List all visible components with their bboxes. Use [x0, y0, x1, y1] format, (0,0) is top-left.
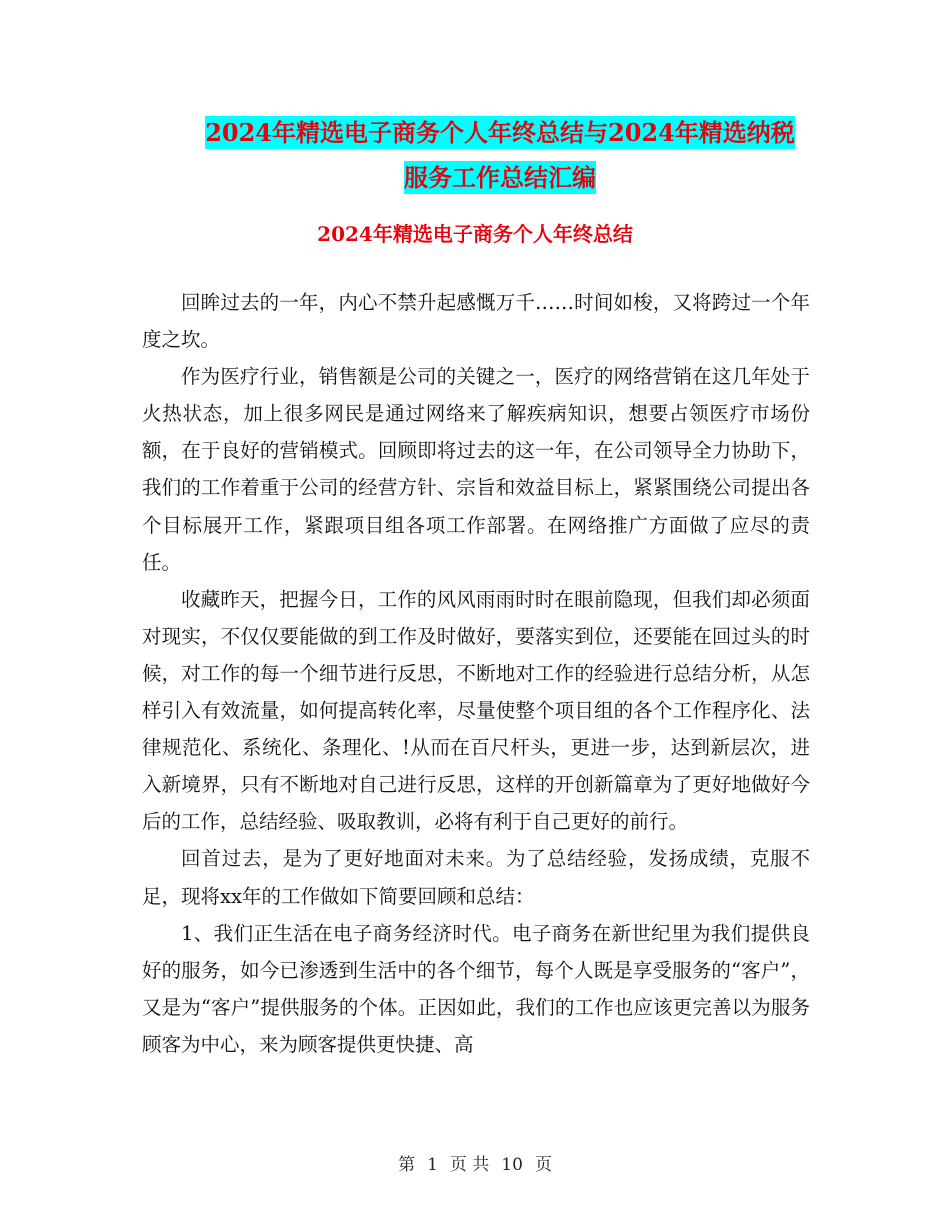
page-footer: [0, 1150, 950, 1175]
document-title-line1: 2024年精选电子商务个人年终总结与2024年精选纳税: [205, 118, 795, 147]
paragraph: 1、我们正生活在电子商务经济时代。电子商务在新世纪里为我们提供良好的服务，如今已渗透到生活中的各个细节，每个人既是享受服务的“客户”，又是为“客户”提供服务的个体。正因如此，我们的工作也应该更完善以为服务顾客为中心，来为顾客提供更快捷、高: [142, 921, 810, 1056]
document-title: [140, 110, 860, 200]
footer-total-pages: 10: [501, 1155, 523, 1175]
footer-suffix: 页: [534, 1155, 552, 1175]
document-title-line2: 服务工作总结汇编: [404, 163, 596, 192]
document-body: [142, 284, 810, 1063]
footer-middle: 页 共: [449, 1155, 490, 1175]
footer-page-number: 1: [427, 1155, 438, 1175]
paragraph: 作为医疗行业，销售额是公司的关键之一，医疗的网络营销在这几年处于火热状态，加上很多网民是通过网络来了解疾病知识，想要占领医疗市场份额，在于良好的营销模式。回顾即将过去的这一年，在公司领导全力协助下，我们的工作着重于公司的经营方针、宗旨和效益目标上，紧紧围绕公司提出各个目标展开工作，紧跟项目组各项工作部署。在网络推广方面做了应尽的责任。: [142, 365, 810, 574]
paragraph: 收藏昨天，把握今日，工作的风风雨雨时时在眼前隐现，但我们却必须面对现实，不仅仅要能做的到工作及时做好，要落实到位，还要能在回过头的时候，对工作的每一个细节进行反思，不断地对工作的经验进行总结分析，从怎样引入有效流量，如何提高转化率，尽量使整个项目组的各个工作程序化、法律规范化、系统化、条理化、!从而在百尺杆头，更进一步，达到新层次，进入新境界，只有不断地对自己进行反思，这样的开创新篇章为了更好地做好今后的工作，总结经验、吸取教训，必将有利于自己更好的前行。: [142, 587, 810, 834]
paragraph: 回首过去，是为了更好地面对未来。为了总结经验，发扬成绩，克服不足，现将xx年的工作做如下简要回顾和总结：: [142, 847, 810, 908]
paragraph: 回眸过去的一年，内心不禁升起感慨万千……时间如梭，又将跨过一个年度之坎。: [142, 291, 810, 352]
section-title: 2024年精选电子商务个人年终总结: [317, 222, 633, 246]
footer-prefix: 第: [398, 1155, 416, 1175]
